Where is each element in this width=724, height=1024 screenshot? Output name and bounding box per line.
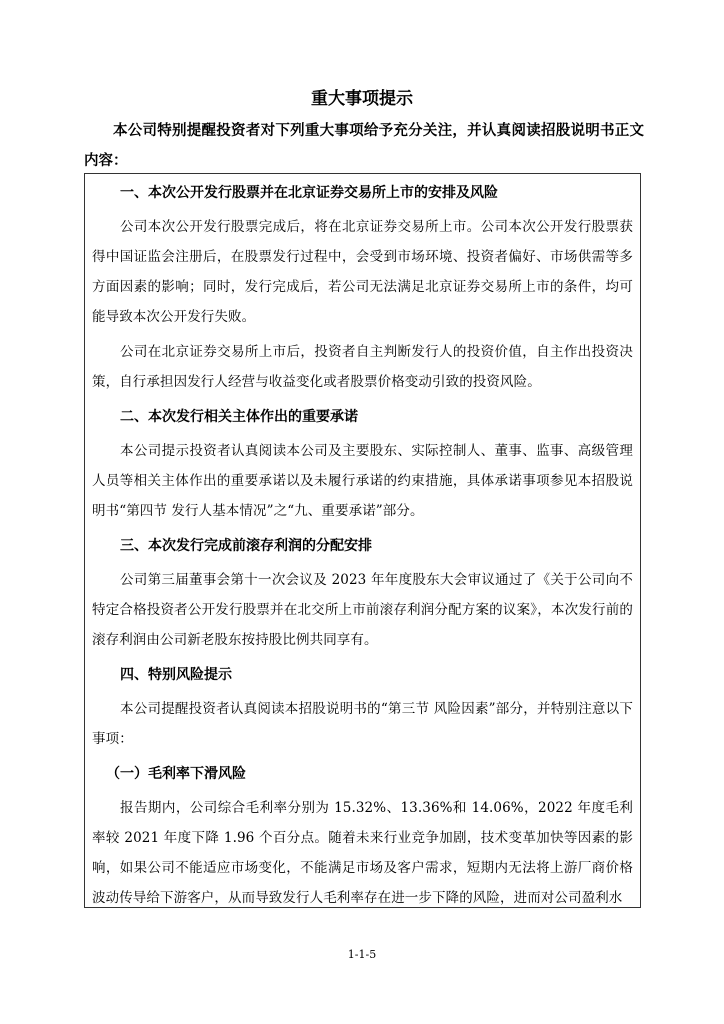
subsection-paragraph: 报告期内，公司综合毛利率分别为 15.32%、13.36%和 14.06%，2022 年度毛利率较 2021 年度下降 1.96 个百分点。随着未来行业竞争加剧，技术变革加快等因素的影响，如果公司不能适应市场变化，不能满足市场及客户需求，短期内无法将上游厂商价格波动传导给下游客户，从而导致发行人毛利率存在进一步下降的风险，进而对公司盈利水 xyxy=(92,800,633,906)
section-1-paragraph-2: 公司在北京证券交易所上市后，投资者自主判断发行人的投资价值，自主作出投资决策，自行承担因发行人经营与收益变化或者股票价格变动引致的投资风险。 xyxy=(92,344,633,390)
section-2-paragraph-1: 本公司提示投资者认真阅读本公司及主要股东、实际控制人、董事、监事、高级管理人员等相关主体作出的重要承诺以及未履行承诺的约束措施，具体承诺事项参见本招股说明书“第四节 发行人基本情况”之“九、重要承诺”部分。 xyxy=(92,443,633,519)
section-heading-4: 四、特别风险提示 xyxy=(120,667,232,683)
section-heading-1: 一、本次公开发行股票并在北京证券交易所上市的安排及风险 xyxy=(120,185,498,201)
page-number: 1-1-5 xyxy=(347,948,377,961)
section-4-paragraph-1: 本公司提醒投资者认真阅读本招股说明书的“第三节 风险因素”部分，并特别注意以下事项： xyxy=(92,701,633,747)
intro-paragraph: 本公司特别提醒投资者对下列重大事项给予充分关注，并认真阅读招股说明书正文内容： xyxy=(84,123,644,169)
section-1-paragraph-1: 公司本次公开发行股票完成后，将在北京证券交易所上市。公司本次公开发行股票获得中国证监会注册后，在股票发行过程中，会受到市场环境、投资者偏好、市场供需等多方面因素的影响；同时，发行完成后，若公司无法满足北京证券交易所上市的条件，均可能导致本次公开发行失败。 xyxy=(92,219,633,325)
section-heading-2: 二、本次发行相关主体作出的重要承诺 xyxy=(120,409,358,425)
notice-box xyxy=(84,173,641,908)
subsection-heading: （一）毛利率下滑风险 xyxy=(106,766,246,782)
section-3-paragraph-1: 公司第三届董事会第十一次会议及 2023 年年度股东大会审议通过了《关于公司向不特定合格投资者公开发行股票并在北交所上市前滚存利润分配方案的议案》，本次发行前的滚存利润由公司新老股东按持股比例共同享有。 xyxy=(92,572,633,648)
page-title: 重大事项提示 xyxy=(311,89,413,109)
section-heading-3: 三、本次发行完成前滚存利润的分配安排 xyxy=(120,538,372,554)
